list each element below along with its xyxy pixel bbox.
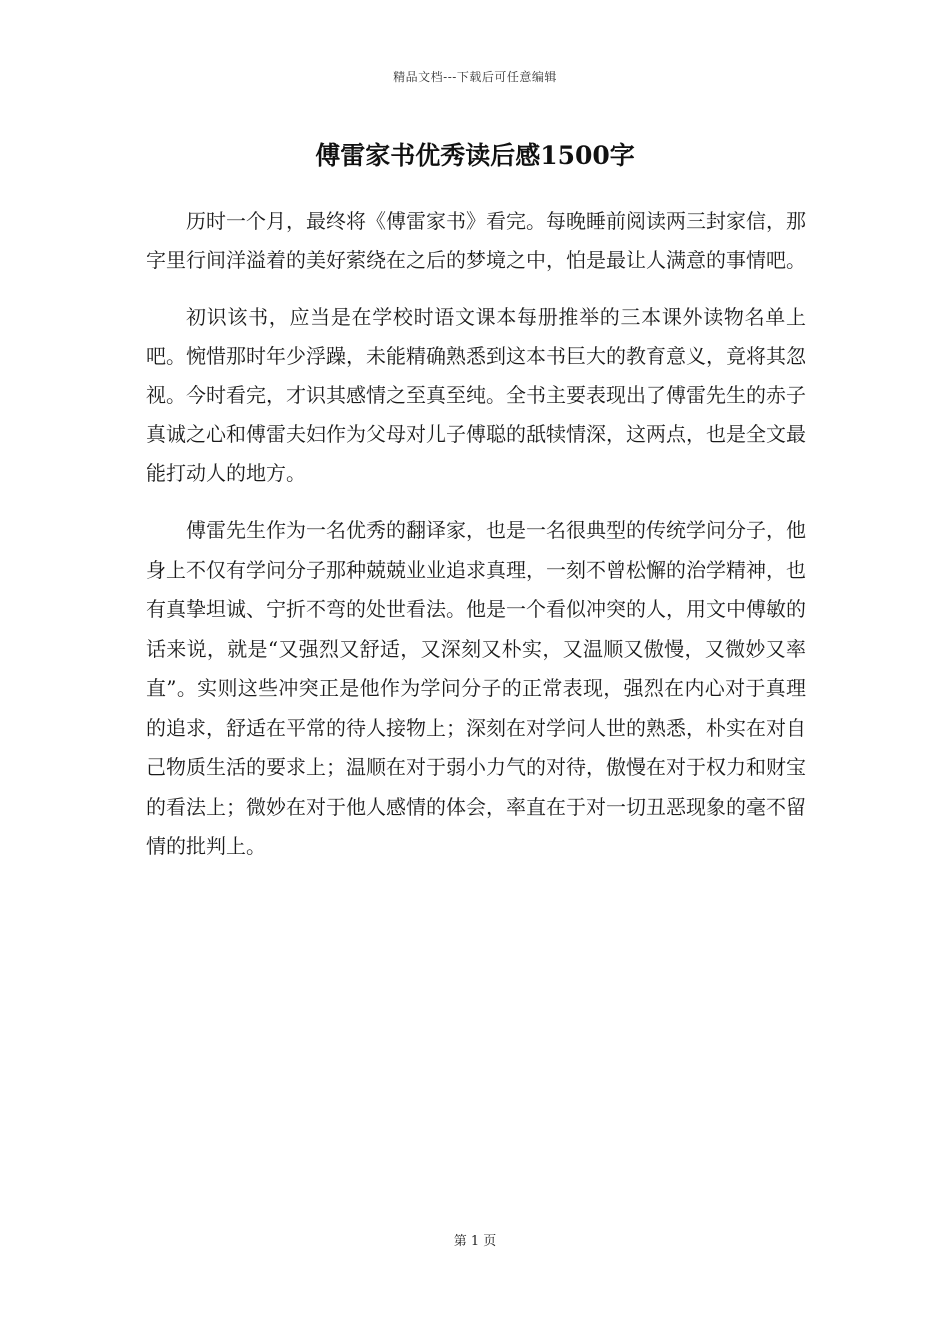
document-body	[146, 202, 806, 885]
page-header: 精品文档---下载后可任意编辑	[393, 70, 557, 84]
paragraph-2: 初识该书，应当是在学校时语文课本每册推举的三本课外读物名单上吧。惋惜那时年少浮躁，未能精确熟悉到这本书巨大的教育意义，竟将其忽视。今时看完，才识其感情之至真至纯。全书主要表现出了傅雷先生的赤子真诚之心和傅雷夫妇作为父母对儿子傅聪的舐犊情深，这两点，也是全文最能打动人的地方。	[146, 305, 806, 485]
paragraph-3: 傅雷先生作为一名优秀的翻译家，也是一名很典型的传统学问分子，他身上不仅有学问分子那种兢兢业业追求真理，一刻不曾松懈的治学精神，也有真挚坦诚、宁折不弯的处世看法。他是一个看似冲突的人，用文中傅敏的话来说，就是“又强烈又舒适，又深刻又朴实，又温顺又傲慢，又微妙又率直”。实则这些冲突正是他作为学问分子的正常表现，强烈在内心对于真理的追求，舒适在平常的待人接物上；深刻在对学问人世的熟悉，朴实在对自己物质生活的要求上；温顺在对于弱小力气的对待，傲慢在对于权力和财宝的看法上；微妙在对于他人感情的体会，率直在于对一切丑恶现象的毫不留情的批判上。	[146, 518, 806, 858]
paragraph-1: 历时一个月，最终将《傅雷家书》看完。每晚睡前阅读两三封家信，那字里行间洋溢着的美好萦绕在之后的梦境之中，怕是最让人满意的事情吧。	[146, 209, 806, 272]
document-title: 傅雷家书优秀读后感1500字	[315, 141, 635, 170]
page-number: 第 1 页	[453, 1234, 497, 1249]
